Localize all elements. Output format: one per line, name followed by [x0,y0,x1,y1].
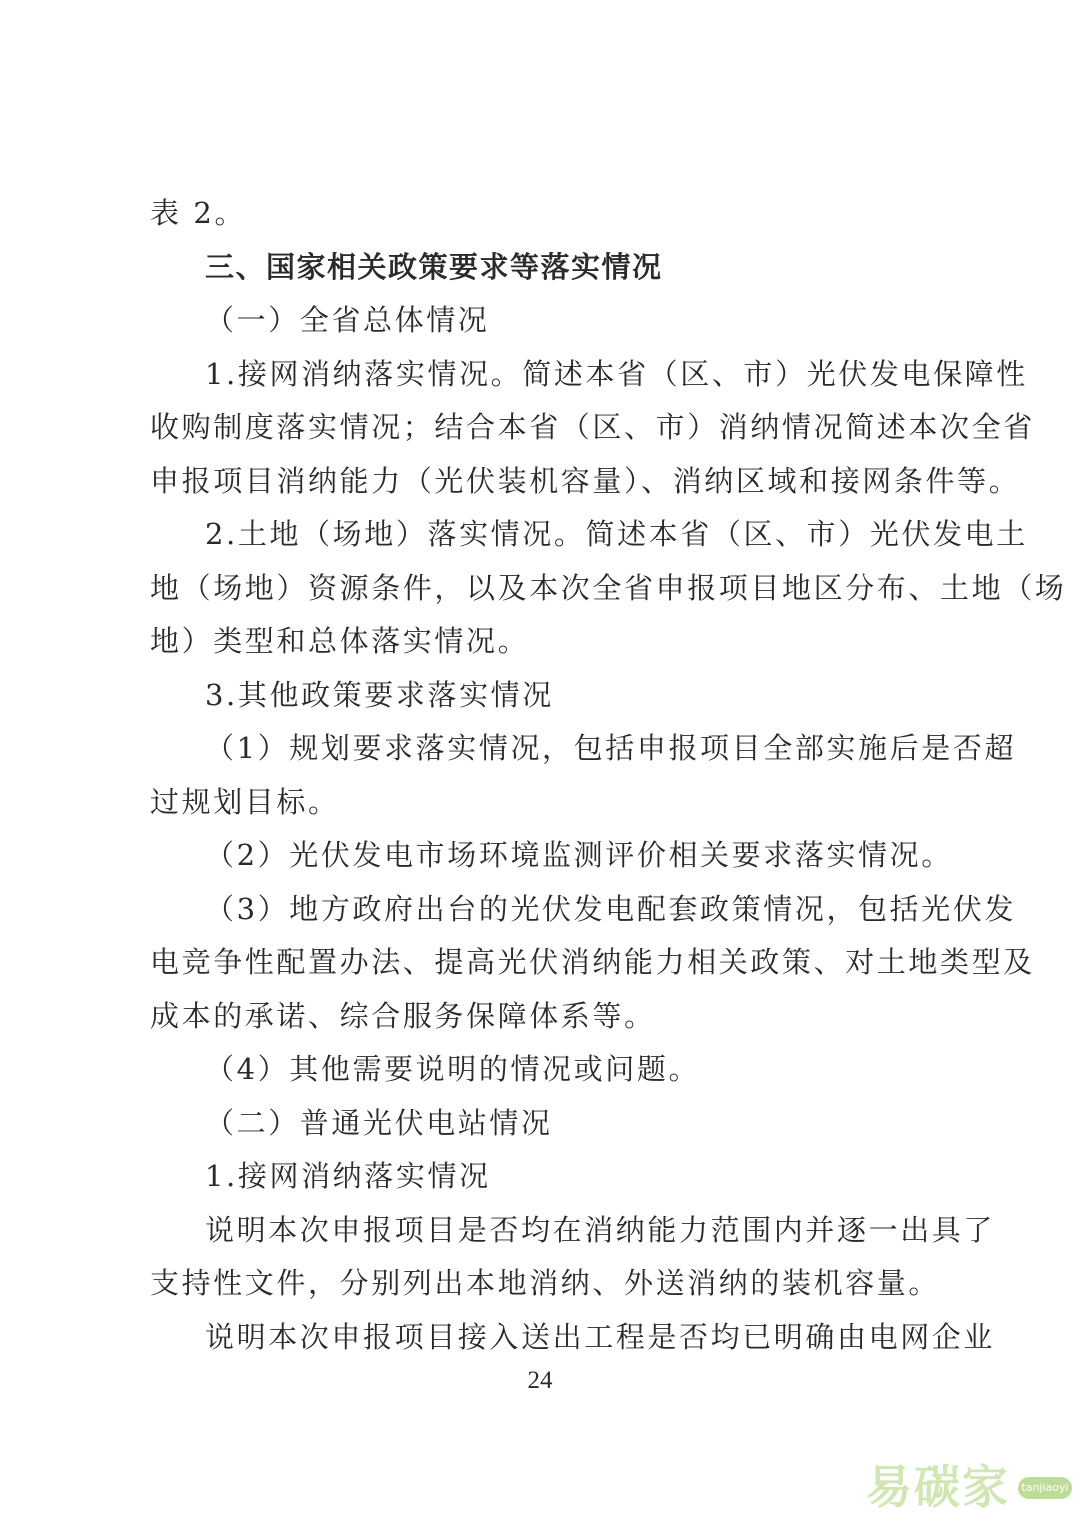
paragraph-line: 3.其他政策要求落实情况 [205,678,554,712]
page-number: 24 [527,1367,553,1394]
paragraph-line: 1.接网消纳落实情况。简述本省（区、市）光伏发电保障性 [205,357,1028,391]
watermark-logo [866,1455,1076,1525]
paragraph-line: （1）规划要求落实情况，包括申报项目全部实施后是否超 [205,731,1017,765]
watermark-char: 碳 [914,1460,960,1514]
paragraph-line: 成本的承诺、综合服务保障体系等。 [150,999,656,1033]
subsection-heading: （二）普通光伏电站情况 [205,1106,553,1140]
paragraph-line: 说明本次申报项目是否均在消纳能力范围内并逐一出具了 [205,1213,996,1247]
paragraph-line: 过规划目标。 [150,785,340,819]
section-heading: 三、国家相关政策要求等落实情况 [205,250,663,284]
paragraph-line: 申报项目消纳能力（光伏装机容量）、消纳区域和接网条件等。 [150,464,1021,498]
paragraph-line: 2.土地（场地）落实情况。简述本省（区、市）光伏发电土 [205,517,1028,551]
paragraph-line: 地）类型和总体落实情况。 [150,624,530,658]
watermark-char: 易 [866,1460,912,1514]
paragraph-line: 说明本次申报项目接入送出工程是否均已明确由电网企业 [205,1320,996,1354]
subsection-heading: （一）全省总体情况 [205,303,490,337]
paragraph-line: （2）光伏发电市场环境监测评价相关要求落实情况。 [205,838,953,872]
paragraph-line: 支持性文件，分别列出本地消纳、外送消纳的装机容量。 [150,1266,941,1300]
paragraph-line: 收购制度落实情况；结合本省（区、市）消纳情况简述本次全省 [150,410,1035,444]
paragraph-line: （3）地方政府出台的光伏发电配套政策情况，包括光伏发 [205,892,1017,926]
paragraph-line: （4）其他需要说明的情况或问题。 [205,1052,701,1086]
paragraph-line: 地（场地）资源条件，以及本次全省申报项目地区分布、土地（场 [150,571,1067,605]
text-line: 表 2。 [150,196,247,230]
paragraph-line: 电竞争性配置办法、提高光伏消纳能力相关政策、对土地类型及 [150,945,1035,979]
watermark-badge: tanjiaoyi [1018,1477,1072,1499]
watermark-char: 家 [962,1460,1008,1514]
paragraph-line: 1.接网消纳落实情况 [205,1159,491,1193]
